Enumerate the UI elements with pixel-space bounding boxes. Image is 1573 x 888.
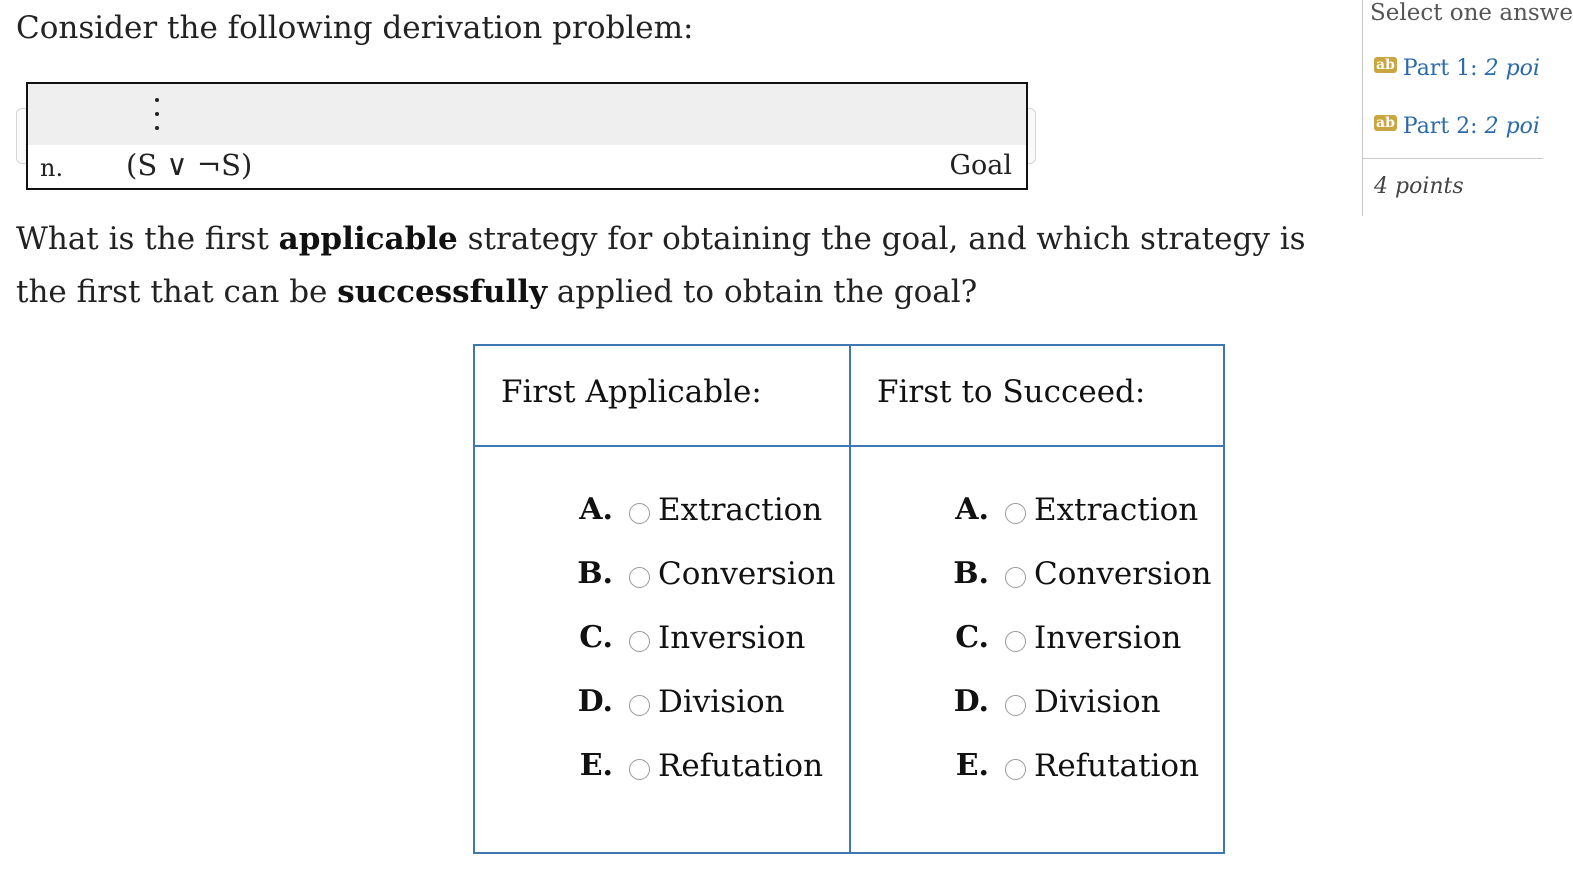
part-2-link[interactable]: ab Part 2: 2 poi <box>1376 114 1540 139</box>
answer-table <box>473 344 1225 854</box>
question-text: What is the first applicable strategy for obtaining the goal, and which strategy is the first that can be successfully applied to obtain the goal? <box>16 221 1306 310</box>
radio-button[interactable] <box>629 567 650 588</box>
first-applicable-option-e[interactable]: E. Refutation <box>579 748 824 784</box>
column-header-first-applicable: First Applicable: <box>501 374 762 410</box>
answer-box-icon: ab <box>1376 115 1395 131</box>
column-header-first-to-succeed: First to Succeed: <box>877 374 1146 410</box>
sidebar-separator <box>1363 158 1543 159</box>
radio-button[interactable] <box>629 695 650 716</box>
column-divider <box>849 346 851 852</box>
header-divider <box>475 445 1223 447</box>
first-to-succeed-option-b[interactable]: B. Conversion <box>953 556 1212 592</box>
part-1-link[interactable]: ab Part 1: 2 poi <box>1376 56 1540 81</box>
sidebar-hint: Select one answe <box>1370 0 1573 26</box>
total-points: 4 points <box>1374 174 1464 199</box>
radio-button[interactable] <box>1005 567 1026 588</box>
first-applicable-option-b[interactable]: B. Conversion <box>577 556 836 592</box>
radio-button[interactable] <box>629 503 650 524</box>
radio-button[interactable] <box>1005 503 1026 524</box>
first-to-succeed-options <box>951 492 1211 812</box>
answer-box-icon: ab <box>1376 57 1395 73</box>
radio-button[interactable] <box>1005 631 1026 652</box>
vertical-ellipsis-icon <box>154 98 160 134</box>
emphasis-successfully: successfully <box>337 274 548 310</box>
radio-button[interactable] <box>629 759 650 780</box>
derivation-ellipsis-row <box>28 84 1026 145</box>
first-to-succeed-option-c[interactable]: C. Inversion <box>955 620 1182 656</box>
emphasis-applicable: applicable <box>278 221 458 257</box>
first-applicable-option-a[interactable]: A. Extraction <box>579 492 823 528</box>
question-sidebar <box>1362 0 1573 216</box>
radio-button[interactable] <box>1005 759 1026 780</box>
first-applicable-options <box>575 492 835 812</box>
goal-formula: (S ∨ ¬S) <box>126 148 253 182</box>
justification: Goal <box>949 150 1012 181</box>
first-applicable-option-c[interactable]: C. Inversion <box>579 620 806 656</box>
first-to-succeed-option-a[interactable]: A. Extraction <box>955 492 1199 528</box>
derivation-box <box>26 82 1028 190</box>
radio-button[interactable] <box>629 631 650 652</box>
radio-button[interactable] <box>1005 695 1026 716</box>
first-applicable-option-d[interactable]: D. Division <box>577 684 785 720</box>
first-to-succeed-option-d[interactable]: D. Division <box>953 684 1161 720</box>
intro-text: Consider the following derivation problem: <box>16 10 694 46</box>
line-number: n. <box>40 154 64 182</box>
first-to-succeed-option-e[interactable]: E. Refutation <box>955 748 1200 784</box>
